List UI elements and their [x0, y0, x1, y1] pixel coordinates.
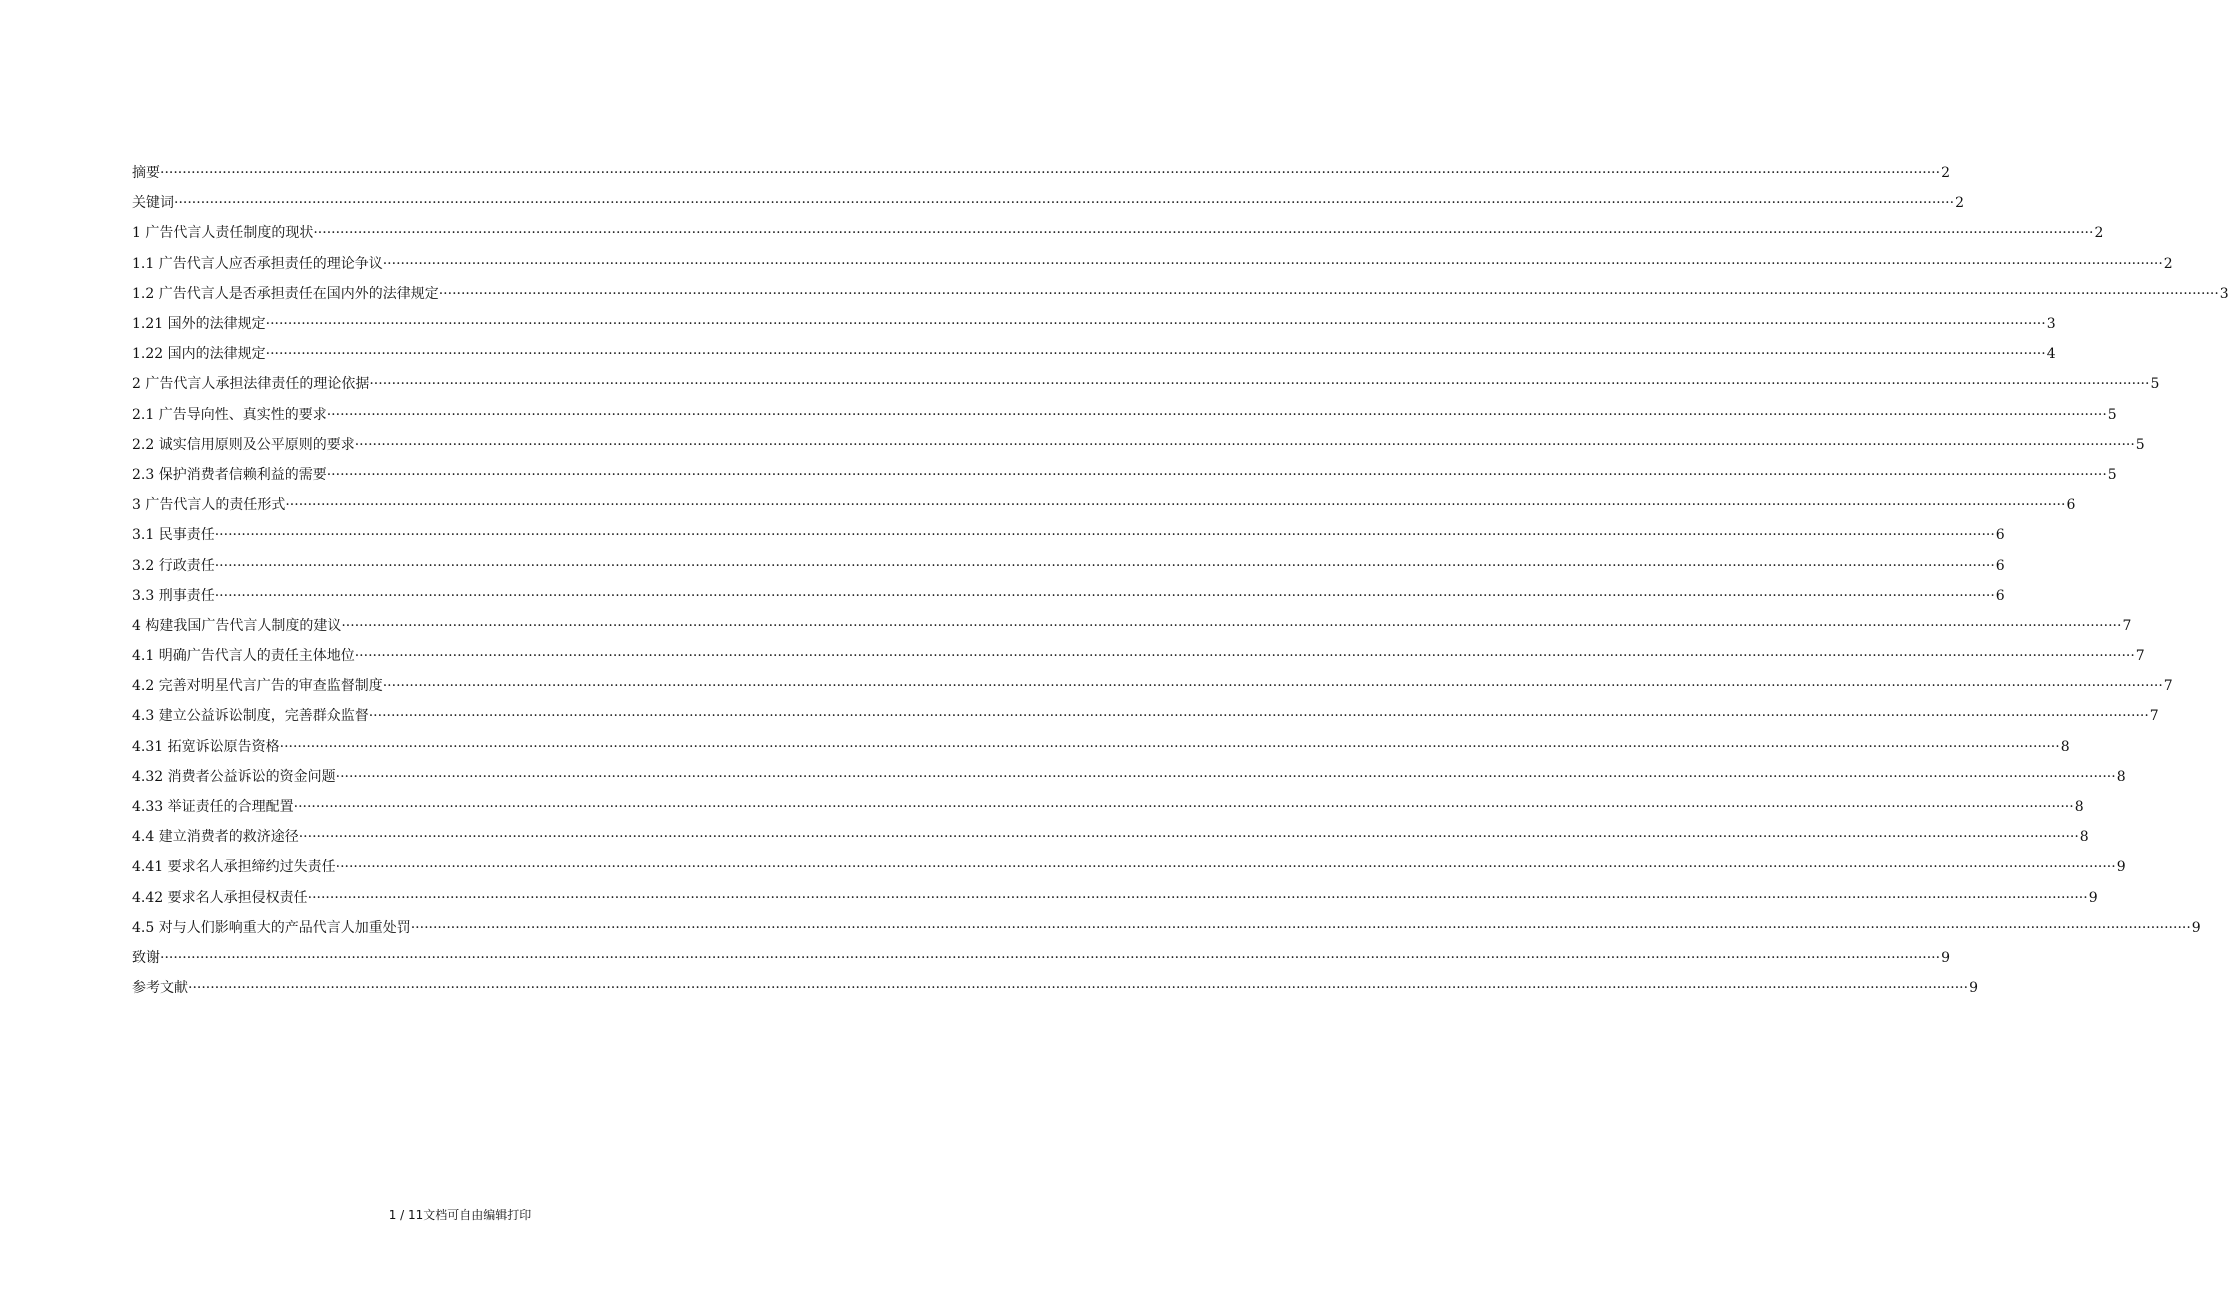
toc-entry-page: 7: [2122, 617, 2132, 634]
toc-entry-page: 8: [2060, 738, 2070, 755]
toc-entry-page: 2: [2163, 255, 2173, 272]
toc-entry[interactable]: [132, 158, 1950, 188]
toc-entry-page: 9: [1969, 980, 1978, 997]
toc-entry[interactable]: [132, 339, 2056, 369]
toc-leader-dots: ················································································································································································································································································································································································································: [354, 436, 2135, 453]
toc-entry-page: 6: [2066, 497, 2076, 514]
toc-leader-dots: ················································································································································································································································································································································································································: [293, 799, 2074, 816]
toc-entry[interactable]: [132, 611, 2132, 641]
toc-leader-dots: ················································································································································································································································································································································································································: [160, 165, 1941, 182]
toc-entry-page: 5: [2135, 436, 2145, 453]
toc-entry-title: 4.2 完善对明星代言广告的审查监督制度: [132, 678, 383, 695]
page-footer: 1 / 11文档可自由编辑打印: [388, 1208, 532, 1222]
toc-entry-title: 3.3 刑事责任: [132, 587, 215, 604]
toc-entry[interactable]: [132, 581, 2005, 611]
toc-entry-title: 参考文献: [132, 980, 188, 997]
toc-entry-page: 6: [1995, 527, 2005, 544]
toc-entry-title: 关键词: [132, 195, 174, 212]
toc-entry[interactable]: [132, 792, 2084, 822]
toc-leader-dots: ················································································································································································································································································································································································································: [174, 195, 1955, 212]
toc-leader-dots: ················································································································································································································································································································································································································: [368, 708, 2149, 725]
toc-entry-title: 1 广告代言人责任制度的现状: [132, 225, 314, 242]
toc-entry-page: 5: [2150, 376, 2160, 393]
toc-entry-page: 7: [2149, 708, 2159, 725]
toc-entry-page: 8: [2116, 768, 2126, 785]
toc-entry-title: 4.33 举证责任的合理配置: [132, 799, 294, 816]
toc-entry-page: 4: [2046, 346, 2056, 363]
toc-entry-page: 8: [2074, 799, 2084, 816]
toc-entry[interactable]: [132, 762, 2126, 792]
toc-entry-page: 6: [1995, 557, 2005, 574]
toc-entry-page: 9: [2088, 889, 2098, 906]
toc-entry[interactable]: [132, 883, 2098, 913]
toc-entry-title: 2 广告代言人承担法律责任的理论依据: [132, 376, 370, 393]
toc-entry[interactable]: [132, 218, 2104, 248]
toc-entry-page: 9: [2191, 919, 2201, 936]
toc-entry[interactable]: [132, 701, 2159, 731]
toc-entry-page: 7: [2135, 648, 2145, 665]
toc-entry[interactable]: [132, 822, 2089, 852]
toc-entry[interactable]: [132, 430, 2145, 460]
toc-leader-dots: ················································································································································································································································································································································································································: [214, 587, 1995, 604]
toc-entry-page: 5: [2107, 406, 2117, 423]
toc-entry-title: 摘要: [132, 165, 160, 182]
toc-leader-dots: ················································································································································································································································································································································································································: [438, 285, 2219, 302]
toc-entry-title: 4.42 要求名人承担侵权责任: [132, 889, 308, 906]
toc-entry[interactable]: [132, 279, 2229, 309]
toc-entry-title: 3 广告代言人的责任形式: [132, 497, 286, 514]
toc-entry[interactable]: [132, 550, 2005, 580]
toc-entry[interactable]: [132, 369, 2160, 399]
toc-leader-dots: ················································································································································································································································································································································································································: [335, 768, 2116, 785]
toc-entry[interactable]: [132, 400, 2117, 430]
toc-entry-title: 4.1 明确广告代言人的责任主体地位: [132, 648, 355, 665]
toc-leader-dots: ················································································································································································································································································································································································································: [265, 316, 2046, 333]
toc-leader-dots: ················································································································································································································································································································································································································: [285, 497, 2066, 514]
toc-entry-page: 2: [2094, 225, 2104, 242]
toc-entry-page: 8: [2079, 829, 2089, 846]
toc-entry[interactable]: [132, 309, 2056, 339]
toc-entry-title: 3.2 行政责任: [132, 557, 215, 574]
toc-entry-title: 2.1 广告导向性、真实性的要求: [132, 406, 327, 423]
toc-entry-title: 4.32 消费者公益诉讼的资金问题: [132, 768, 336, 785]
toc-entry[interactable]: [132, 973, 1978, 1003]
toc-leader-dots: ················································································································································································································································································································································································································: [326, 466, 2107, 483]
toc-entry-title: 4 构建我国广告代言人制度的建议: [132, 617, 342, 634]
toc-leader-dots: ················································································································································································································································································································································································································: [298, 829, 2079, 846]
toc-entry-title: 2.3 保护消费者信赖利益的需要: [132, 466, 327, 483]
toc-entry-page: 3: [2046, 316, 2056, 333]
toc-entry-page: 7: [2163, 678, 2173, 695]
toc-entry-page: 5: [2107, 466, 2117, 483]
toc-entry[interactable]: [132, 641, 2145, 671]
toc-entry[interactable]: [132, 188, 1964, 218]
toc-entry-title: 1.22 国内的法律规定: [132, 346, 266, 363]
toc-entry-page: 2: [1941, 165, 1950, 182]
toc-entry[interactable]: [132, 852, 2126, 882]
toc-entry[interactable]: [132, 943, 1950, 973]
toc-entry-title: 1.1 广告代言人应否承担责任的理论争议: [132, 255, 383, 272]
toc-entry-title: 4.31 拓宽诉讼原告资格: [132, 738, 280, 755]
toc-entry[interactable]: [132, 913, 2201, 943]
toc-leader-dots: ················································································································································································································································································································································································································: [214, 557, 1995, 574]
toc-entry[interactable]: [132, 732, 2070, 762]
toc-leader-dots: ················································································································································································································································································································································································································: [307, 889, 2088, 906]
toc-leader-dots: ················································································································································································································································································································································································································: [354, 648, 2135, 665]
toc-leader-dots: ················································································································································································································································································································································································································: [160, 949, 1941, 966]
toc-entry-title: 致谢: [132, 949, 160, 966]
toc-entry-title: 4.4 建立消费者的救济途径: [132, 829, 299, 846]
toc-entry-page: 9: [2116, 859, 2126, 876]
toc-leader-dots: ················································································································································································································································································································································································································: [188, 980, 1969, 997]
toc-entry-title: 3.1 民事责任: [132, 527, 215, 544]
toc-entry-page: 2: [1955, 195, 1964, 212]
toc-entry-title: 4.41 要求名人承担缔约过失责任: [132, 859, 336, 876]
toc-entry-title: 1.2 广告代言人是否承担责任在国内外的法律规定: [132, 285, 439, 302]
toc-leader-dots: ················································································································································································································································································································································································································: [382, 678, 2163, 695]
toc-entry[interactable]: [132, 520, 2005, 550]
toc-entry[interactable]: [132, 490, 2076, 520]
toc-entry-title: 4.5 对与人们影响重大的产品代言人加重处罚: [132, 919, 411, 936]
toc-entry-title: 2.2 诚实信用原则及公平原则的要求: [132, 436, 355, 453]
toc-leader-dots: ················································································································································································································································································································································································································: [313, 225, 2094, 242]
toc-leader-dots: ················································································································································································································································································································································································································: [410, 919, 2191, 936]
toc-entry[interactable]: [132, 460, 2117, 490]
toc-leader-dots: ················································································································································································································································································································································································································: [382, 255, 2163, 272]
toc-entry-title: 1.21 国外的法律规定: [132, 316, 266, 333]
toc-leader-dots: ················································································································································································································································································································································································································: [335, 859, 2116, 876]
toc-leader-dots: ················································································································································································································································································································································································································: [341, 617, 2122, 634]
toc-leader-dots: ················································································································································································································································································································································································································: [214, 527, 1995, 544]
toc-entry[interactable]: [132, 249, 2173, 279]
toc-entry-page: 9: [1941, 949, 1950, 966]
toc-leader-dots: ················································································································································································································································································································································································································: [326, 406, 2107, 423]
toc-entry-page: 6: [1995, 587, 2005, 604]
toc-entry-title: 4.3 建立公益诉讼制度，完善群众监督: [132, 708, 369, 725]
toc-entry-page: 3: [2219, 285, 2229, 302]
toc-leader-dots: ················································································································································································································································································································································································································: [369, 376, 2150, 393]
toc-leader-dots: ················································································································································································································································································································································································································: [279, 738, 2060, 755]
toc-entry[interactable]: [132, 671, 2173, 701]
toc-leader-dots: ················································································································································································································································································································································································································: [265, 346, 2046, 363]
